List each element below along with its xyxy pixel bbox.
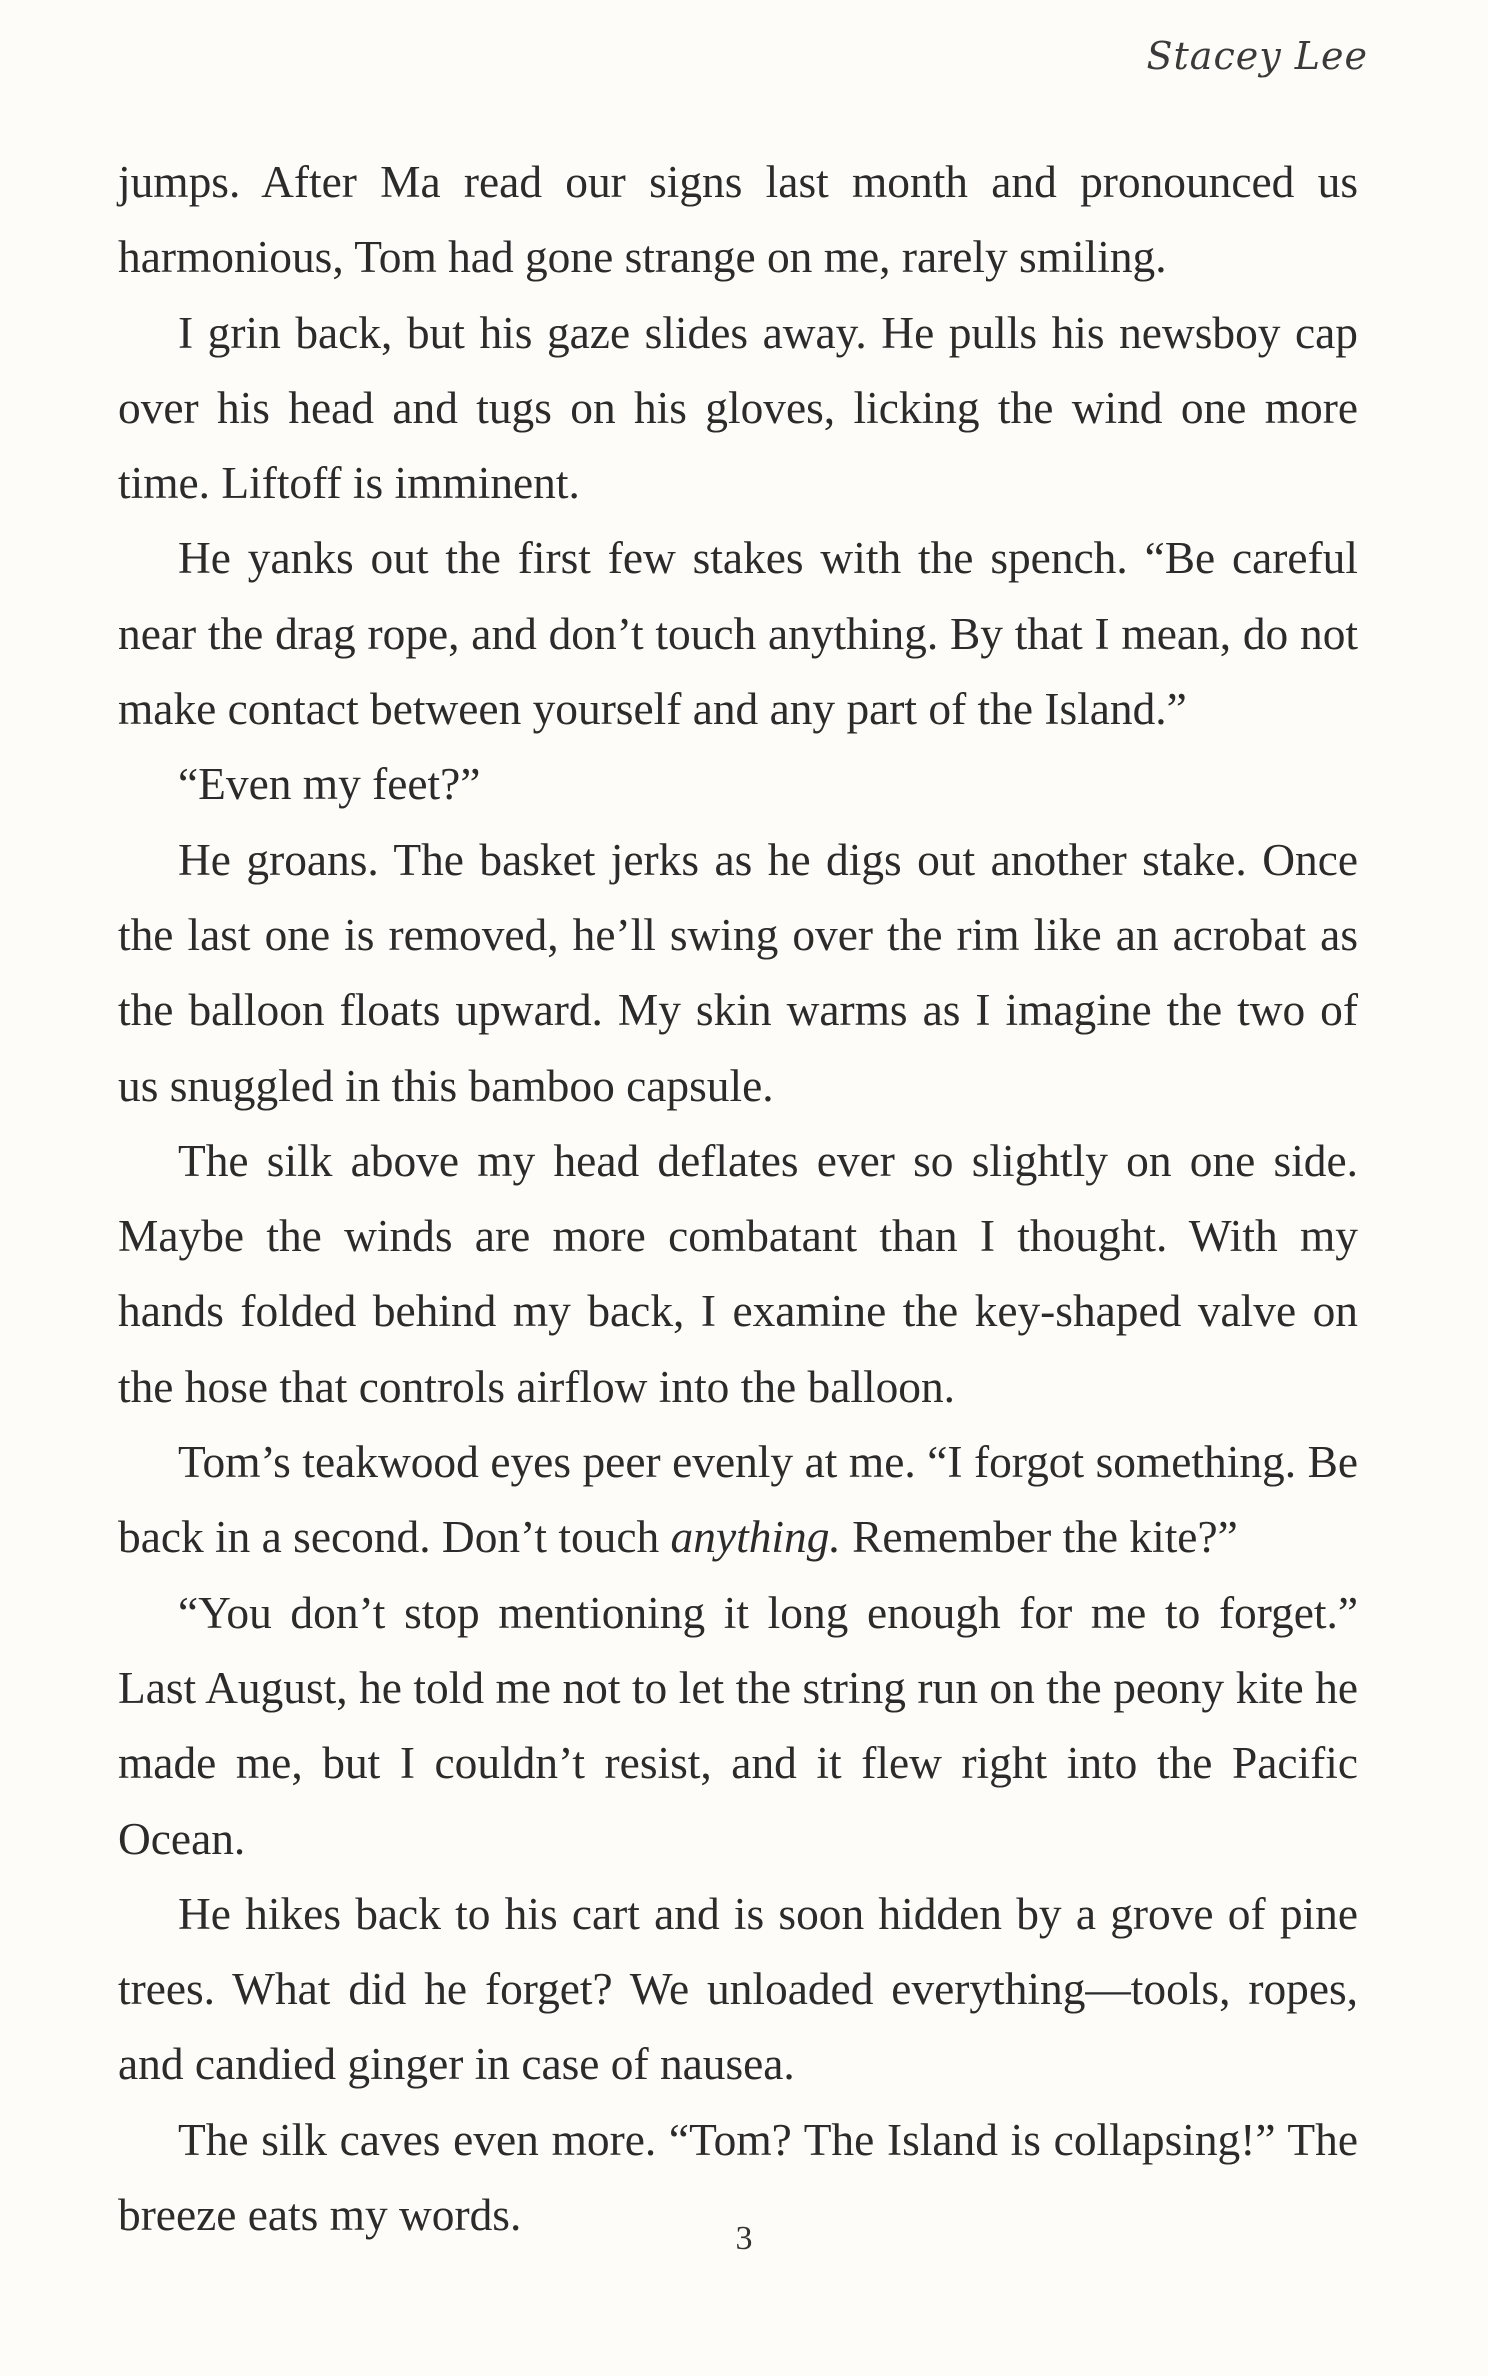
body-text (118, 145, 1358, 2253)
paragraph: “You don’t stop mentioning it long enough for me to forget.” Last August, he told me not to let the string run on the peony kite he made me, but I couldn’t resist, and it flew right into the Pacific Ocean. (118, 1587, 1358, 1864)
paragraph: The silk caves even more. “Tom? The Island is collapsing!” The breeze eats my words. (118, 2114, 1358, 2241)
paragraph-tom-eyes (118, 1425, 1358, 1576)
paragraph: He yanks out the first few stakes with the spench. “Be careful near the drag rope, and don’t touch anything. By that I mean, do not make contact between yourself and any part of the Island.” (118, 533, 1358, 735)
paragraph: “Even my feet?” (178, 759, 481, 810)
paragraph: The silk above my head deflates ever so slightly on one side. Maybe the winds are more combatant than I thought. With my hands folded behind my back, I examine the key-shaped valve on the hose that controls airflow into the balloon. (118, 1135, 1358, 1412)
running-head-author: Stacey Lee (1146, 34, 1368, 78)
paragraph: I grin back, but his gaze slides away. He pulls his newsboy cap over his head and tugs on his gloves, licking the wind one more time. Liftoff is imminent. (118, 307, 1358, 509)
paragraph-continued: jumps. After Ma read our signs last month and pronounced us harmonious, Tom had gone strange on me, rarely smiling. (118, 157, 1358, 283)
emphasis-text: anything. (670, 1512, 841, 1563)
paragraph: He hikes back to his cart and is soon hidden by a grove of pine trees. What did he forget? We unloaded everything—tools, ropes, and candied ginger in case of nausea. (118, 1888, 1358, 2090)
text-run: Tom’s teakwood eyes peer evenly at me. “I forgot something. Be back in a second. Don’t touch (118, 1437, 1358, 1563)
text-run: Remember the kite?” (840, 1512, 1238, 1563)
paragraph: He groans. The basket jerks as he digs out another stake. Once the last one is removed, he’ll swing over the rim like an acrobat as the balloon floats upward. My skin warms as I imagine the two of us snuggled in this bamboo capsule. (118, 834, 1358, 1111)
page-number: 3 (735, 2220, 753, 2257)
